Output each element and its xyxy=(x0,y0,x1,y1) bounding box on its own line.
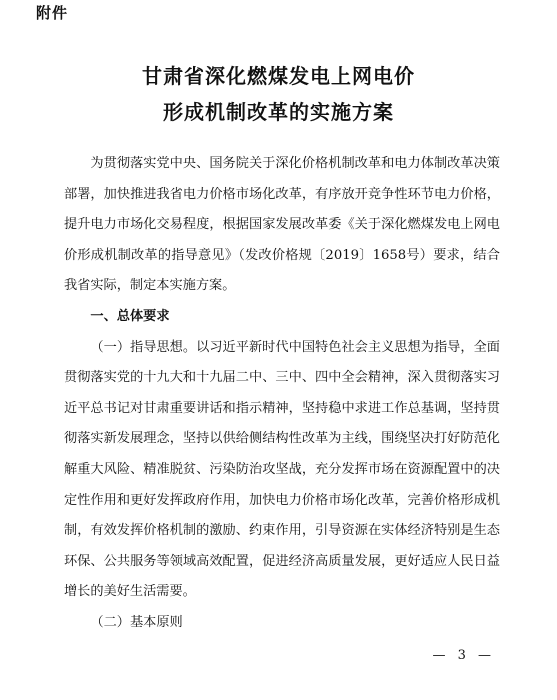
document-title xyxy=(0,58,557,130)
subsection-heading-basic-principles: （二）基本原则 xyxy=(90,614,183,630)
intro-paragraph: 为贯彻落实党中央、国务院关于深化价格机制改革和电力体制改革决策部署，加快推进我省电力价格市场化改革，有序放开竞争性环节电力价格，提升电力市场化交易程度，根据国家发展改革委《关于深化燃煤发电上网电价形成机制改革的指导意见》（发改价格规〔2019〕1658号）要求，结合我省实际，制定本实施方案。 xyxy=(64,156,500,294)
page-number: — 3 — xyxy=(432,648,495,663)
attachment-label: 附件 xyxy=(36,4,69,22)
document-body xyxy=(64,149,500,639)
section-heading-overall-requirements: 一、总体要求 xyxy=(90,308,170,324)
guiding-ideology-paragraph: （一）指导思想。以习近平新时代中国特色社会主义思想为指导，全面贯彻落实党的十九大和十九届二中、三中、四中全会精神，深入贯彻落实习近平总书记对甘肃重要讲话和指示精神，坚持稳中求进工作总基调，坚持贯彻落实新发展理念，坚持以供给侧结构性改革为主线，围绕坚决打好防范化解重大风险、精准脱贫、污染防治攻坚战，充分发挥市场在资源配置中的决定性作用和更好发挥政府作用，加快电力价格市场化改革，完善价格形成机制，有效发挥价格机制的激励、约束作用，引导资源在实体经济特别是生态环保、公共服务等领域高效配置，促进经济高质量发展，更好适应人民日益增长的美好生活需要。 xyxy=(64,339,500,600)
title-line-2: 形成机制改革的实施方案 xyxy=(163,100,394,124)
title-line-1: 甘肃省深化燃煤发电上网电价 xyxy=(142,64,415,88)
